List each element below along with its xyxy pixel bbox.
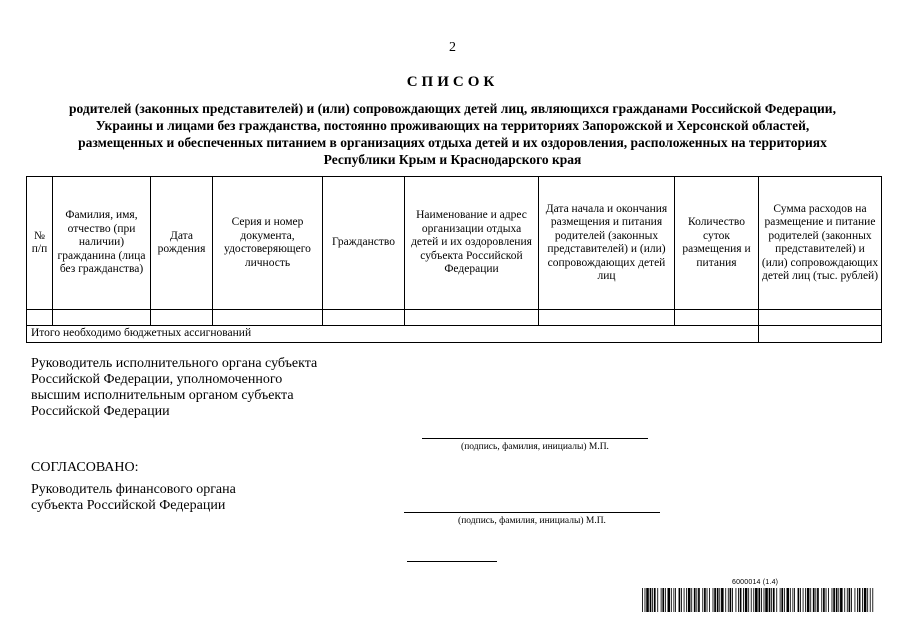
header-full-name: Фамилия, имя, отчество (при наличии) гражданина (лица без гражданства) [53, 177, 151, 310]
header-number: № п/п [27, 177, 53, 310]
header-dates: Дата начала и окончания размещения и питания родителей (законных представителей) и (или) сопровождающих детей лиц [539, 177, 675, 310]
header-organization: Наименование и адрес организации отдыха детей и их оздоровления субъекта Российской Федерации [405, 177, 539, 310]
document-subtitle: родителей (законных представителей) и (или) сопровождающих детей лиц, являющихся гражданами Российской Федерации, Украины и лицами без гражданства, постоянно проживающих на территориях Запорожской и Херсонской областей, размещенных и обеспеченных питанием в организациях отдыха детей и их оздоровления, расположенных на территориях Республики Крым и Краснодарского края [69, 101, 836, 167]
recipients-table [26, 176, 882, 343]
header-document: Серия и номер документа, удостоверяющего личность [213, 177, 323, 310]
total-row [27, 326, 882, 343]
signature-caption-executive: (подпись, фамилия, инициалы) М.П. [461, 442, 609, 452]
table-header-row [27, 177, 882, 310]
table-cell[interactable] [151, 310, 213, 326]
head-finance-label: Руководитель финансового органа субъекта Российской Федерации [31, 482, 236, 513]
head-executive-label: Руководитель исполнительного органа субъекта Российской Федерации, уполномоченного высшим исполнительным органом субъекта Российской Федерации [31, 356, 318, 419]
header-days-count: Количество суток размещения и питания [675, 177, 759, 310]
signature-caption-finance: (подпись, фамилия, инициалы) М.П. [458, 516, 606, 526]
table-row [27, 310, 882, 326]
total-value-cell[interactable] [759, 326, 882, 343]
signature-line-executive[interactable] [422, 438, 648, 439]
date-line[interactable] [407, 561, 497, 562]
agreed-label: СОГЛАСОВАНО: [31, 460, 139, 475]
table-cell[interactable] [675, 310, 759, 326]
table-cell[interactable] [27, 310, 53, 326]
barcode-icon [642, 588, 874, 612]
table-cell[interactable] [405, 310, 539, 326]
header-citizenship: Гражданство [323, 177, 405, 310]
page-number: 2 [449, 40, 456, 55]
table-cell[interactable] [539, 310, 675, 326]
total-label: Итого необходимо бюджетных ассигнований [27, 326, 759, 343]
header-expenses: Сумма расходов на размещение и питание родителей (законных представителей) и (или) сопровождающих детей лиц (тыс. рублей) [759, 177, 882, 310]
barcode-number: 6000014 (1.4) [732, 579, 779, 586]
header-birth-date: Дата рождения [151, 177, 213, 310]
table-cell[interactable] [213, 310, 323, 326]
table-cell[interactable] [759, 310, 882, 326]
table-cell[interactable] [323, 310, 405, 326]
document-title: СПИСОК [406, 74, 499, 90]
signature-line-finance[interactable] [404, 512, 660, 513]
table-cell[interactable] [53, 310, 151, 326]
